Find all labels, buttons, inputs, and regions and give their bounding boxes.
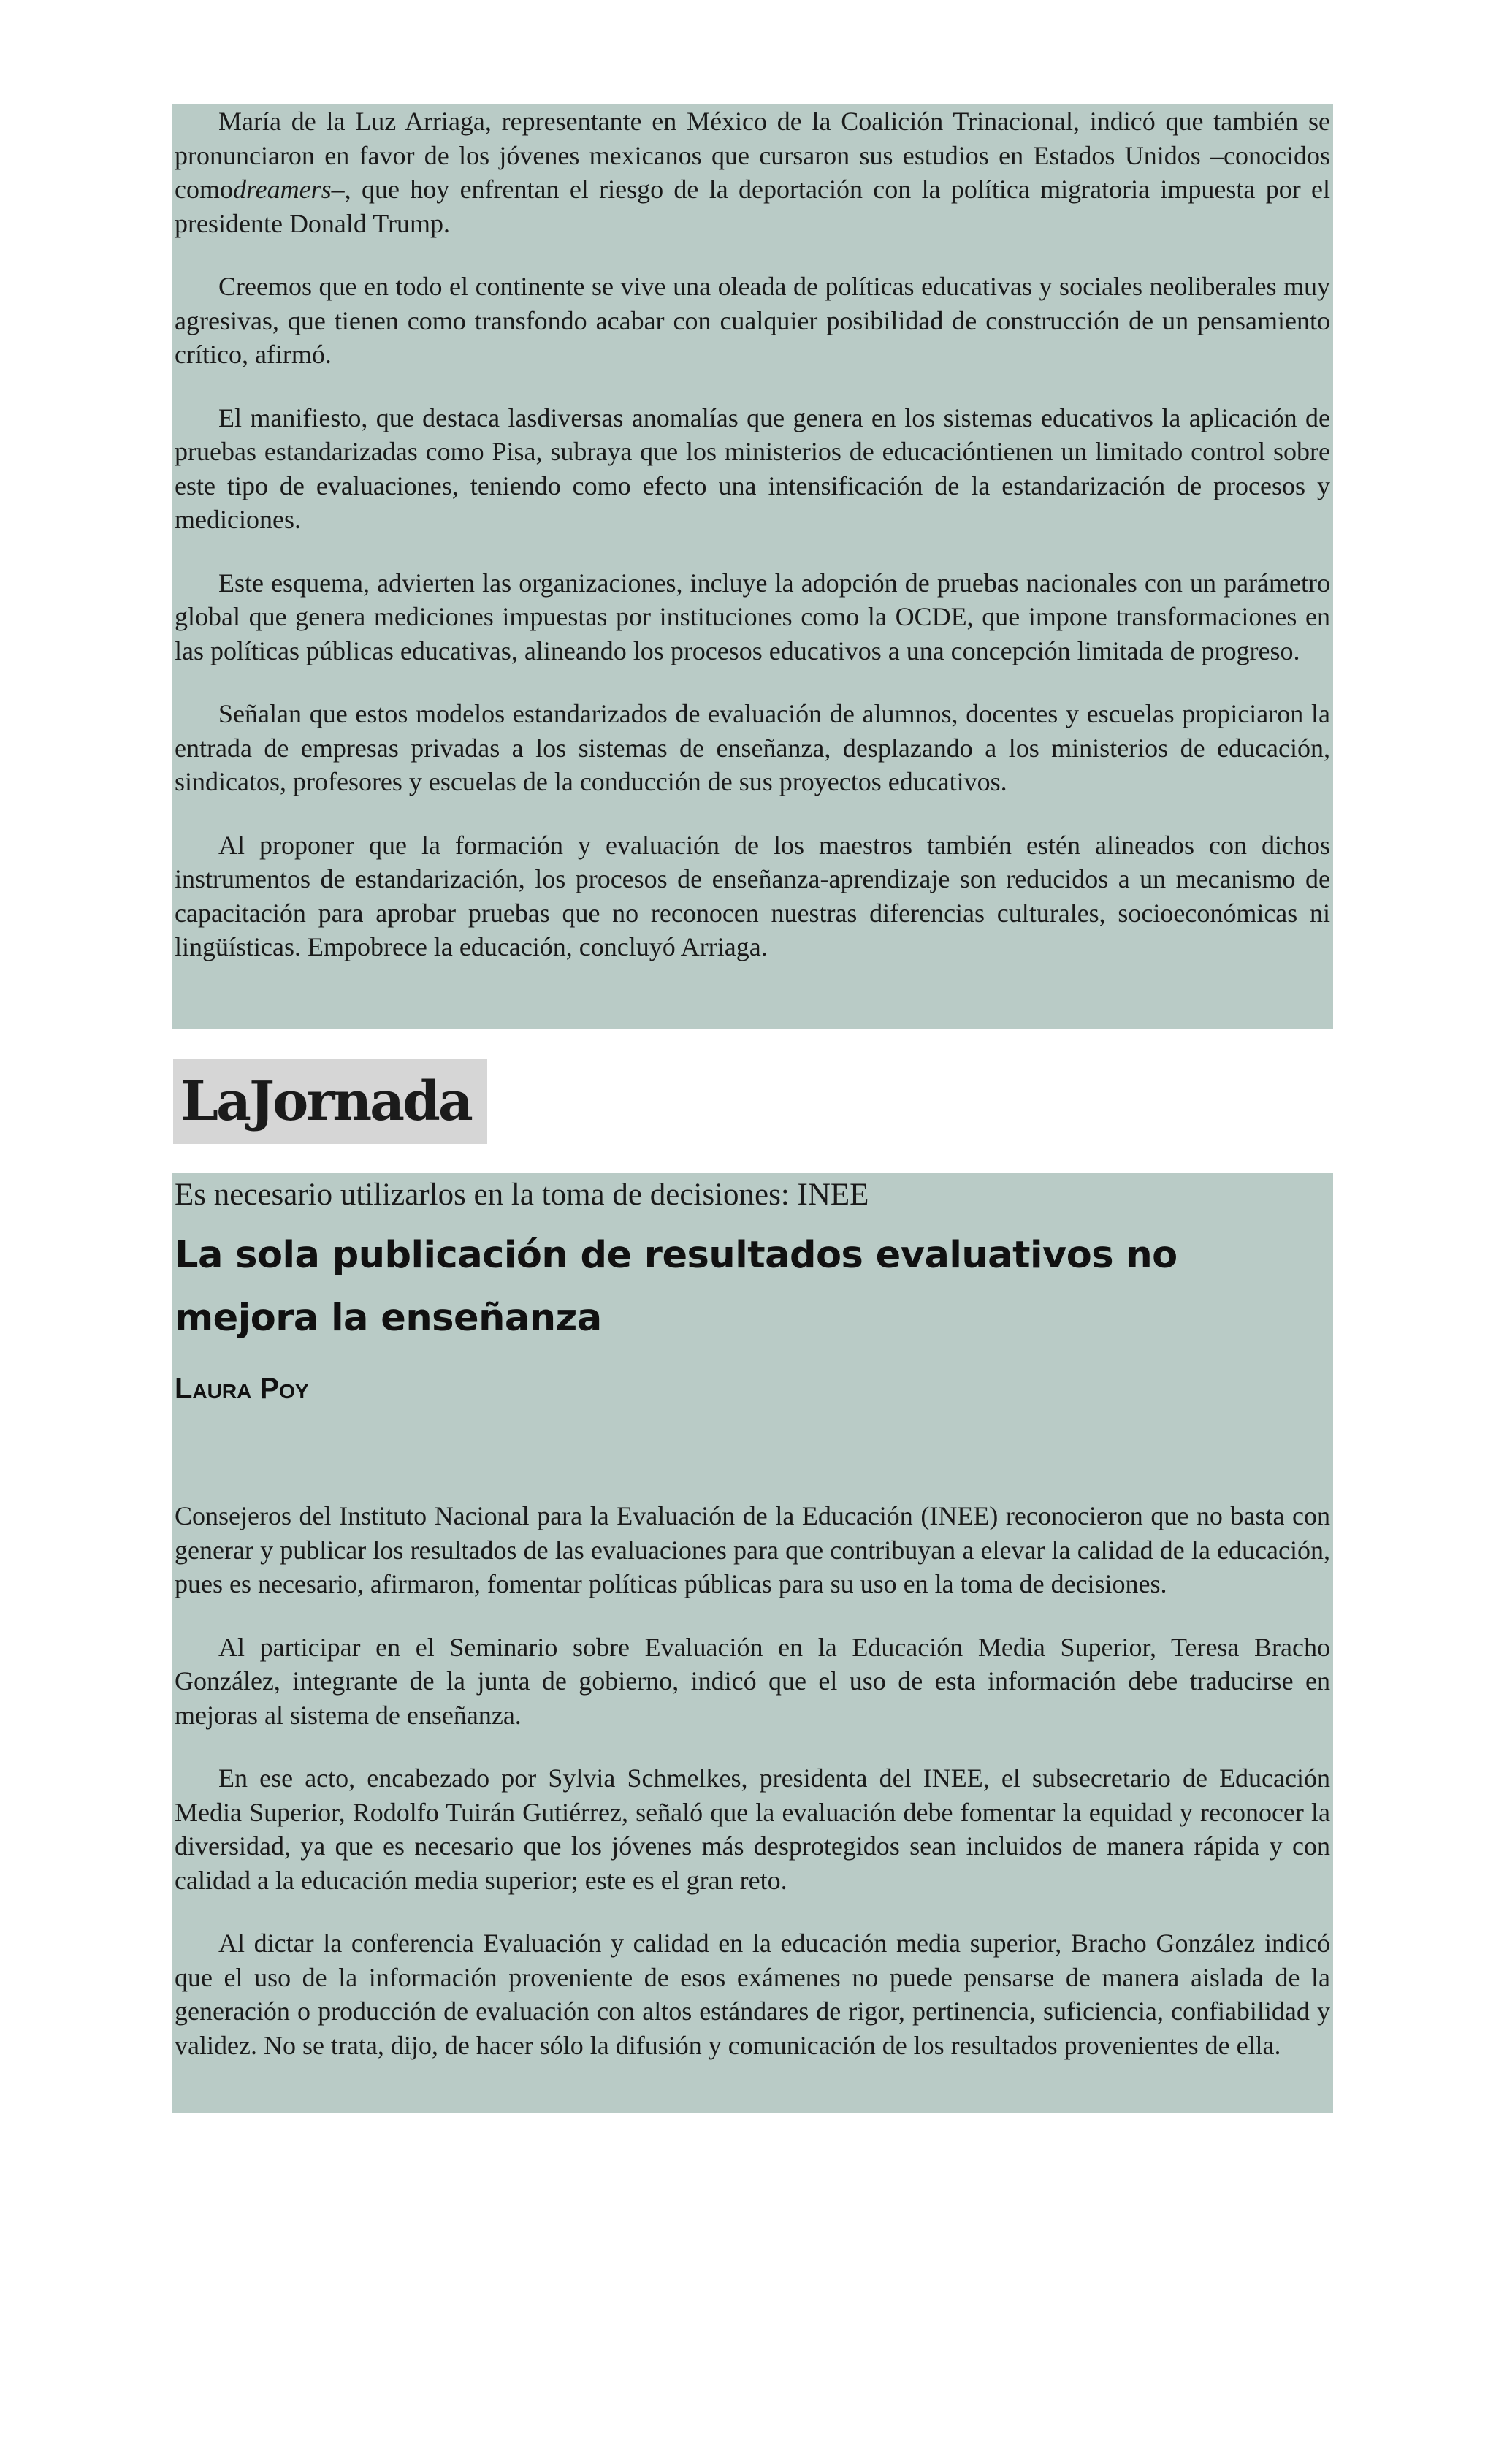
article-paragraph: Al dictar la conferencia Evaluación y calidad en la educación media superior, Bracho González indicó que el uso de la información proveniente de esos exámenes no puede pensarse de manera aislada de la generación o producción de evaluación con altos estándares de rigor, pertinencia, suficiencia, confiabilidad y validez. No se trata, dijo, de hacer sólo la difusión y comunicación de los resultados provenientes de ella. (175, 1929, 1330, 2060)
article-paragraph (175, 104, 1330, 240)
article-headline: La sola publicación de resultados evaluativos no mejora la enseñanza (175, 1234, 1178, 1340)
article-paragraph: En ese acto, encabezado por Sylvia Schmelkes, presidenta del INEE, el subsecretario de Educación Media Superior, Rodolfo Tuirán Gutiérrez, señaló que la evaluación debe fomentar la equidad y reconocer la diversidad, ya que es necesario que los jóvenes más desprotegidos sean incluidos de manera rápida y con calidad a la educación media superior; este es el gran reto. (175, 1763, 1330, 1895)
article-paragraph: Consejeros del Instituto Nacional para la Evaluación de la Educación (INEE) reconocieron que no basta con generar y publicar los resultados de las evaluaciones para que contribuyan a elevar la calidad de la educación, pues es necesario, afirmaron, fomentar políticas públicas para su uso en la toma de decisiones. (175, 1501, 1330, 1598)
article-paragraph: Creemos que en todo el continente se vive una oleada de políticas educativas y sociales neoliberales muy agresivas, que tienen como transfondo acabar con cualquier posibilidad de construcción de un pensamiento crítico, afirmó. (175, 272, 1330, 369)
logo-graphic (173, 1059, 487, 1144)
article-paragraph: El manifiesto, que destaca lasdiversas anomalías que genera en los sistemas educativos la aplicación de pruebas estandarizadas como Pisa, subraya que los ministerios de educacióntienen un limitado control sobre este tipo de evaluaciones, teniendo como efecto una intensificación de la estandarización de procesos y mediciones. (175, 403, 1330, 534)
article-paragraph: Al participar en el Seminario sobre Evaluación en la Educación Media Superior, Teresa Bracho González, integrante de la junta de gobierno, indicó que el uso de esta información debe traducirse en mejoras al sistema de enseñanza. (175, 1632, 1330, 1730)
paragraph-text: María de la Luz Arriaga, representante en México de la Coalición Trinacional, indicó que también se pronunciaron en favor de los jóvenes mexicanos que cursaron sus estudios en Estados Unidos –conocidos como (175, 107, 1330, 204)
article-paragraph: Señalan que estos modelos estandarizados de evaluación de alumnos, docentes y escuelas propiciaron la entrada de empresas privadas a los sistemas de enseñanza, desplazando a los ministerios de educación, sindicatos, profesores y escuelas de la conducción de sus proyectos educativos. (175, 699, 1330, 796)
italic-term: dreamers (232, 175, 332, 204)
article-byline: Laura Poy (175, 1373, 309, 1405)
logo-wordmark: LaJornada (180, 1070, 471, 1133)
article-continuation (172, 104, 1333, 1029)
article-inee (172, 1173, 1333, 2113)
paragraph-text: –, que hoy enfrentan el riesgo de la deportación con la política migratoria impuesta por el presidente Donald Trump. (175, 175, 1330, 238)
spacer (175, 1405, 1330, 1499)
article-paragraph: Al proponer que la formación y evaluación de los maestros también estén alineados con dichos instrumentos de estandarización, los procesos de enseñanza-aprendizaje son reducidos a un mecanismo de capacitación para aprobar pruebas que no reconocen nuestras diferencias culturales, socioeconómicas ni lingüísticas. Empobrece la educación, concluyó Arriaga. (175, 830, 1330, 961)
la-jornada-logo (173, 1059, 487, 1144)
article-paragraph: Este esquema, advierten las organizaciones, incluye la adopción de pruebas nacionales con un parámetro global que genera mediciones impuestas por instituciones como la OCDE, que impone transformaciones en las políticas públicas educativas, alineando los procesos educativos a una concepción limitada de progreso. (175, 568, 1330, 665)
article-kicker: Es necesario utilizarlos en la toma de decisiones: INEE (175, 1178, 869, 1212)
